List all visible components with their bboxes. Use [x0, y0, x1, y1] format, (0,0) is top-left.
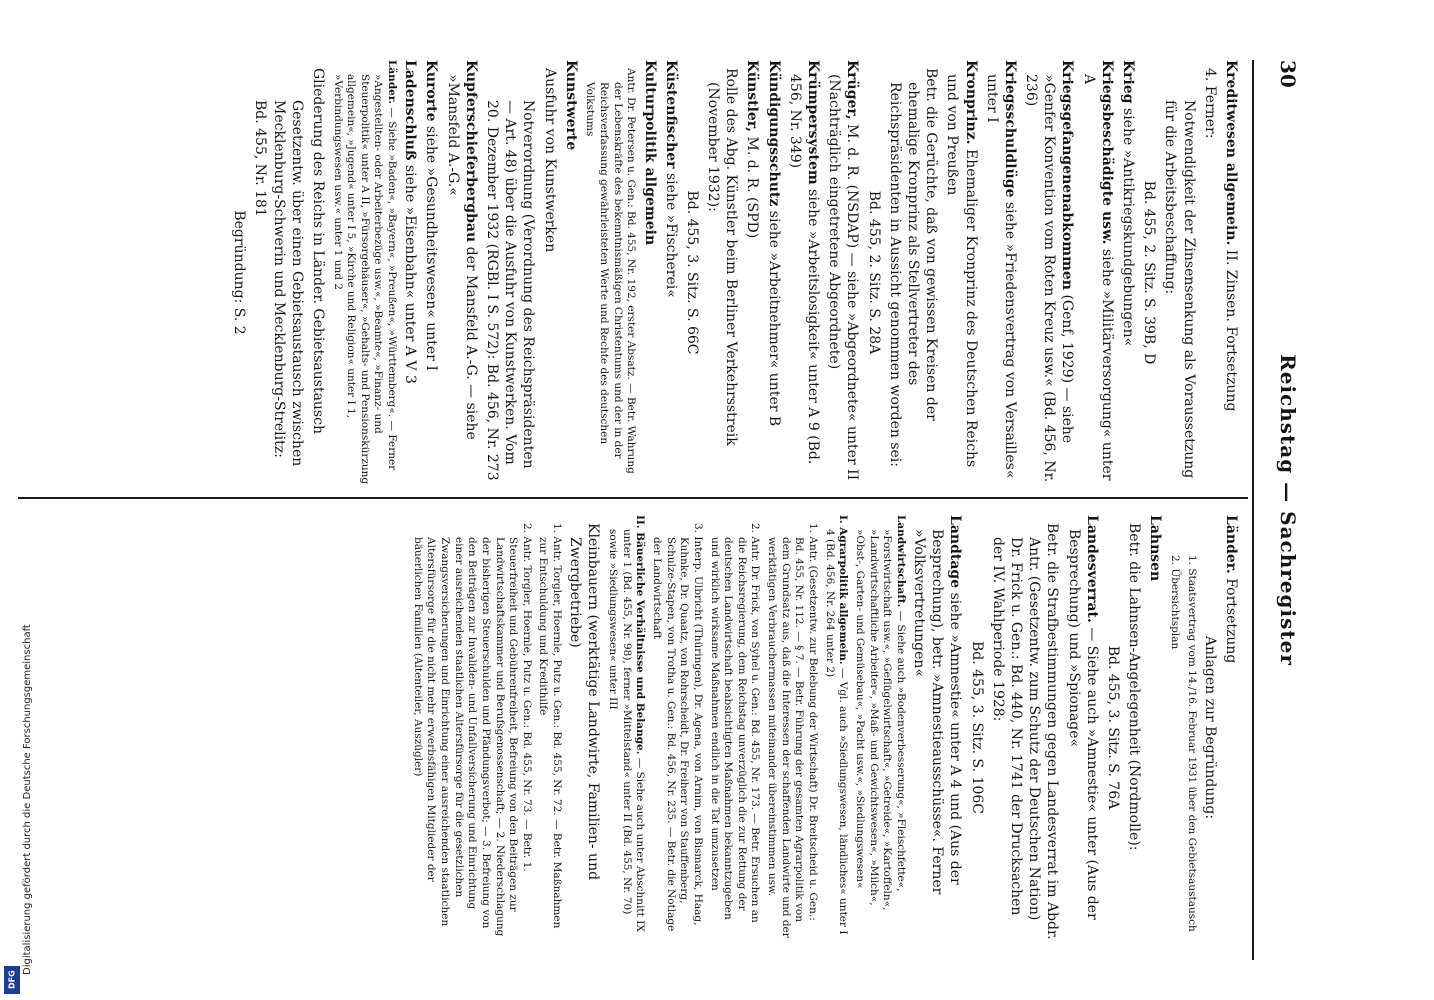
index-subentry: 2. Antr. Dr. Frick, von Syhel u. Gen.: Bd. 455, Nr. 173. — Betr. Ersuchen an die Reichsregierung, dem Reichstag unverzüglich die zur Rettung der deutschen Landwirtschaft beabsichtigten Maßnahmen bekanntzugeben und wirklich wirksame Maßnahmen endlich in die Tat umzusetzen: [708, 523, 762, 923]
index-subentry: Betr. die Lahnsen-Angelegenheit (Nordmolle):: [1126, 523, 1143, 851]
column-divider: [18, 497, 1248, 499]
volume-reference: Bd. 455, 2. Sitz. S. 28A: [865, 190, 882, 355]
header-rule: [1252, 60, 1254, 960]
index-subentry: Betr. die Gerüchte, daß von gewissen Kreisen der ehemalige Kronprinz als Stellvertreter des Reichspräsidenten in Aussicht genommen worden sei:: [886, 68, 940, 467]
index-subentry: Antr. Dr. Petersen u. Gen.: Bd. 455, Nr. 192, erster Absatz. — Betr. Wahrung der Lebenskräfte des bekenntnismäßigen Christentums und der in der Reichsverfassung gewährleisteten Werte und Rechte des deutschen Volkstums: [584, 68, 638, 474]
volume-reference: Bd. 455, 2. Sitz. S. 39B, D: [1141, 180, 1158, 365]
index-entry: Landwirtschaft. — Siehe auch »Bodenverbesserung«, »Fleischfette«, »Forstwirtschaft usw.«, »Geflügelwirtschaft«, »Getreide«, »Kartoffeln«, »Landwirtschaftliche Arbeiter«, »Maß- und Gewichtswesen«, »Milch«, »Obst-, Garten- und Gemüsebau«, »Pacht usw.«, »Siedlungswesen«: [853, 515, 907, 911]
index-entry: Kündigungsschutz siehe »Arbeitnehmer« unter B: [765, 60, 782, 427]
page-number: 30: [1276, 60, 1300, 88]
page-header: [1264, 60, 1300, 960]
dfg-logo-icon: DFG: [4, 966, 20, 994]
index-subentry: 3. Interp. Ulbricht (Thüringen), Dr. Agena, von Arnim, von Bismarck, Haag, Kuhnke, Dr. Quaatz, von Rohrscheidt, Dr. Freiherr von Stauffenberg, Schulze-Stapen, von Trotha u. Gen.: Bd. 456, Nr. 235. — Betr. die Notlage der Landwirtschaft: [651, 523, 704, 932]
digitization-credit: [6, 605, 33, 995]
right-column: [10, 515, 1240, 940]
index-subentry: 2. Antr. Torgler, Hoernle, Putz u. Gen.: Bd. 455, Nr. 73. — Betr. 1. Steuerfreiheit und Gebührenfreiheit, Befreiung von den Beiträgen zur Landwirtschaftskammer und Berufsgenossenschaft; — 2. Niederschlagung der bisherigen Steuerschulden und Pfändungsverbot; — 3. Befreiung von den Beiträgen zur Invaliden- und Unfallversicherung und Einrichtung einer ausreichenden staatlichen Altersfürsorge für die gesetzlichen Zwangsversicherungen und Einrichtung einer ausreichenden staatlichen Altersfürsorge für die nicht mehr erwerbsfähigen Mitglieder der bäuerlichen Familien (Altenteiler, Auszügler): [411, 523, 533, 937]
index-entry: Kriegsschuldlüge siehe »Friedensvertrag von Versailles« unter I: [983, 60, 1018, 479]
left-column: [10, 60, 1240, 485]
index-entry: Krümpersystem siehe »Arbeitslosigkeit« unter A 9 (Bd. 456, Nr. 349): [786, 60, 822, 465]
volume-reference: Bd. 455, 3. Sitz. S. 66C: [683, 190, 700, 355]
index-entry: Kronprinz. Ehemaliger Kronprinz des Deutschen Reichs und von Preußen: [944, 60, 979, 468]
index-entry: Kurorte siehe »Gesundheitswesen« unter I: [423, 60, 440, 371]
index-subentry: Notwendigkeit der Zinsensenkung als Voraussetzung für die Arbeitsbeschaffung:: [1162, 100, 1197, 479]
volume-reference: Begründung: S. 2: [231, 210, 248, 335]
index-subentry: 1. Antr. Torgler, Hoernle, Putz u. Gen.: Bd. 455, Nr. 72. — Betr. Maßnahmen zur Entschuldung und Kredithilfe: [537, 523, 564, 929]
index-subentry: Rolle des Abg. Künstler beim Berliner Verkehrsstreik (November 1932):: [705, 68, 740, 446]
index-entry: Landesverrat. — Siehe auch »Amnestie« unter (Aus der Besprechung) und »Spionage«: [1065, 515, 1100, 920]
index-entry: Kriegsgefangenenabkommen (Genf, 1929) — siehe »Genfer Konvention vom Roten Kreuz usw.« (Bd. 456, Nr. 236): [1023, 60, 1076, 483]
index-subentry: 1. Antr. (Gesetzentw. zur Belebung der Wirtschaft) Dr. Breitscheid u. Gen.: Bd. 455, Nr. 112. — § 7. — Betr. Führung der gesamten Agrarpolitik von dem Grundsatz aus, daß die Interessen der schaffenden Landwirte und der werktätigen Verbrauchermassen miteinander übereinstimmen usw.: [766, 523, 820, 938]
index-entry: Krieg siehe »Antikriegskundgebungen«: [1120, 60, 1137, 347]
index-entry: Kulturpolitik allgemein: [641, 60, 658, 246]
index-entry: Kriegsbeschädigte usw. siehe »Militärversorgung« unter A: [1080, 60, 1115, 481]
index-entry: Kupferschieferbergbau der Mansfeld A.-G. — siehe »Mansfeld A.-G.«: [444, 60, 479, 440]
index-subentry: Betr. die Strafbestimmungen gegen Landesverrat im Abdr. Antr. (Gesetzentw. zum Schutz der Deutschen Nation) Dr. Frick u. Gen.: Bd. 440, Nr. 1741 der Drucksachen der IV. Wahlperiode 1928:: [989, 523, 1061, 940]
index-entry: Landtage siehe »Amnestie« unter A 4 und (Aus der Besprechung), betr. »Amnestieausschüsse«. Ferner »Volksvertretungen«: [911, 515, 964, 895]
index-entry: Küstenfischer siehe »Fischerei«: [662, 60, 679, 298]
index-entry: Kunstwerte: [562, 60, 579, 151]
volume-reference: Bd. 455, 3. Sitz. S. 76A: [1104, 645, 1121, 810]
index-entry: Länder. Fortsetzung: [1223, 515, 1239, 664]
running-head: Reichstag — Sachregister: [1276, 354, 1300, 666]
index-subentry: Anlagen zur Begründung:: [1201, 635, 1218, 820]
credit-text: Digitalisierung gefördert durch die Deutsche Forschungsgemeinschaft: [22, 624, 33, 975]
index-subentry: 4. Ferner:: [1201, 68, 1218, 139]
index-subentry: Gliederung des Reichs in Länder. Gebietsaustausch: [309, 68, 326, 434]
index-subentry: Notverordnung (Verordnung des Reichspräsidenten — Art. 48) über die Ausfuhr von Kunstwerken. Vom 20. Dezember 1932 (RGBl. I S. 572): Bd. 456, Nr. 273: [484, 100, 537, 481]
index-subentry: Ausfuhr von Kunstwerken: [541, 68, 558, 253]
index-subentry: 1. Staatsvertrag vom 14./16. Februar 1931 über den Gebietsaustausch: [1185, 555, 1198, 932]
index-entry: Kreditwesen allgemein. II. Zinsen. Fortsetzung: [1223, 60, 1239, 412]
index-entry: Krüger, M. d. R. (NSDAP) — siehe »Abgeordnete« unter II (Nachträglich eingetretene Abgeordnete): [826, 60, 861, 481]
index-entry: Ladenschluß siehe »Eisenbahn« unter A V 3: [402, 60, 419, 384]
index-entry: II. Bäuerliche Verhältnisse und Belange. — Siehe auch unter Abschnitt IX unter 1 (Bd. 455, Nr. 98), ferner »Mittelstand« unter II (Bd. 455, Nr. 70) sowie »Siedlungswesen« unter III: [607, 515, 647, 932]
index-subentry: Kleinbauern (werktätige Landwirte, Familien- und Zwergbetriebe): [567, 523, 602, 881]
index-subentry: 2. Übersichtsplan: [1168, 555, 1181, 650]
index-entry: Lahnsen: [1147, 515, 1164, 582]
index-entry: I. Agrarpolitik allgemein. — Vgl. auch »Siedlungswesen, ländliches« unter I 4 (Bd. 456, Nr. 264 unter 2): [823, 515, 850, 935]
volume-reference: Bd. 455, 3. Sitz. S. 106C: [968, 641, 985, 814]
index-entry: Künstler, M. d. R. (SPD): [744, 60, 761, 239]
index-entry: Länder. — Siehe »Baden«, »Bayern«, »Preußen«, »Württemberg«. — Ferner »Angestellten- oder Arbeiterbezüge usw.«, »Beamte«, »Finanz- und Steuerpolitik« unter A II, »Fürsorgehäuser«, »Gehalts- und Pensionskürzung allgemein«, »Jugend« unter I 5, »Kirche und Religion« unter I 1, »Verbindungswesen usw.« unter 1 und 2: [331, 60, 399, 485]
index-subentry: Gesetzentw. über einen Gebietsaustausch zwischen Mecklenburg-Schwerin und Mecklenburg-Strelitz: Bd. 455, Nr. 181: [252, 100, 305, 467]
